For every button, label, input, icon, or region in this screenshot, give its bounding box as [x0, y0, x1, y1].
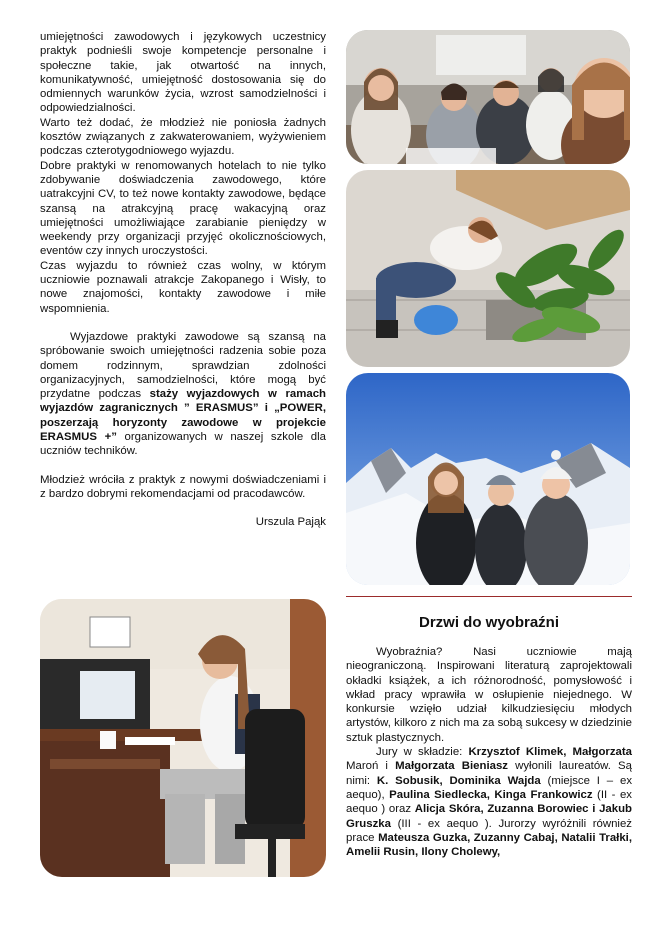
paragraph: umiejętności zawodowych i językowych uczestnicy praktyk podnieśli swoje kompetencje personalne i społeczne takie, jak otwartość na innych, komunikatywność, umiejętność dostosowania się do odmiennych warunków życia, wzrost samodzielności i odpowiedzialności. [40, 31, 326, 115]
author-signature: Urszula Pająk [255, 516, 326, 529]
photo-mountains-winter [346, 373, 630, 585]
left-text-column [40, 30, 326, 530]
paragraph: Jury w składzie: Krzysztof Klimek, Małgorzata Maroń i Małgorzata Bieniasz wyłonili laureatów. Są nimi: K. Sobusik, Dominika Wajda (miejsce I – ex aequo), Paulina Siedlecka, Kinga Frankowicz (II - ex aequo ) oraz Alicja Skóra, Zuzanna Borowiec i Jakub Gruszka (III - ex aequo ). Jurorzy wyróżnili również prace Mateusza Guzka, Zuzanny Cabaj, Natalii Trałki, Amelii Rusin, Ilony Cholewy, [346, 746, 633, 859]
photo-hotel-reception [40, 599, 326, 877]
photo-group-selfie [346, 30, 630, 164]
paragraph: Młodzież wróciła z praktyk z nowymi doświadczeniami i z bardzo dobrymi rekomendacjami od pracodawców. [40, 473, 326, 500]
paragraph: Dobre praktyki w renomowanych hotelach to nie tylko zdobywanie doświadczenia zawodowego, które uatrakcyjni CV, to też nowe kontakty zawodowe, będące szansą na atrakcyjną pracę wakacyjną oraz umiejętności umożliwiające zarabianie pieniędzy w weekendy przy organizacji przyjęć okolicznościowych, eventów czy innych uroczystości. [40, 159, 326, 258]
paragraph: Wyjazdowe praktyki zawodowe są szansą na spróbowanie swoich umiejętności radzenia sobie poza domem rodzinnym, sprawdzian zdolności organizacyjnych, samodzielności, które mogą być przydatne podczas staży wyjazdowych w ramach wyjazdów zagranicznych ” ERASMUS” i „POWER, poszerzają horyzonty zawodowe w projekcie ERASMUS +” organizowanych w naszej szkole dla uczniów techników. [40, 330, 327, 458]
right-text-column [346, 645, 632, 859]
paragraph: Czas wyjazdu to również czas wolny, w którym uczniowie poznawali atrakcje Zakopanego i Wisły, to nowe znajomości, kontakty zawodowe i miłe wspomnienia. [40, 259, 326, 315]
article-title: Drzwi do wyobraźni [418, 614, 559, 631]
paragraph: Wyobraźnia? Nasi uczniowie mają nieograniczoną. Inspirowani literaturą zaprojektowali okładki książek, a ich różnorodność, pomysłowość i wkład pracy wprawiła w osłupienie niejednego. W konkursie wzięło udział kilkudziesięciu młodych artystów, kilkoro z nich ma za sobą sukcesy w dziedzinie sztuk plastycznych. [346, 646, 632, 744]
section-divider [346, 596, 632, 597]
photo-watering-plants [346, 170, 630, 367]
paragraph: Warto też dodać, że młodzież nie poniosła żadnych kosztów związanych z zakwaterowaniem, wyżywieniem podczas czterotygodniowego wyjazdu. [40, 116, 326, 158]
